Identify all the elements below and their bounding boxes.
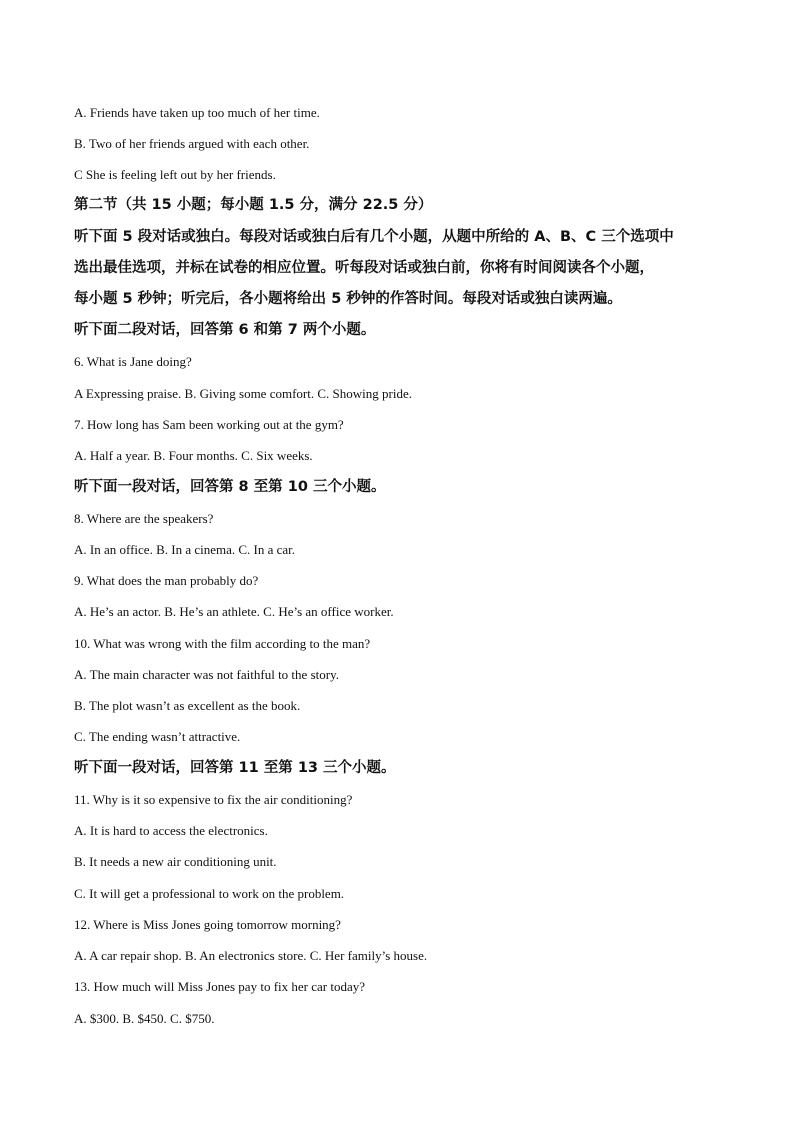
option-line: B. The plot wasn’t as excellent as the book. — [74, 698, 301, 713]
section-heading: 第二节（共 15 小题；每小题 1.5 分，满分 22.5 分） — [74, 197, 433, 213]
instructions-line: 选出最佳选项，并标在试卷的相应位置。听每段对话或独白前，你将有时间阅读各个小题， — [74, 260, 654, 276]
question-line: 6. What is Jane doing? — [74, 354, 192, 369]
dialogue-heading: 听下面一段对话，回答第 8 至第 10 三个小题。 — [74, 479, 386, 495]
question-line: 10. What was wrong with the film according to the man? — [74, 636, 371, 651]
question-line: 8. Where are the speakers? — [74, 511, 214, 526]
option-line: A. A car repair shop. B. An electronics store. C. Her family’s house. — [74, 948, 428, 963]
option-line: A. Half a year. B. Four months. C. Six weeks. — [74, 448, 313, 463]
option-line: A. The main character was not faithful to the story. — [74, 667, 339, 682]
option-line: A. Friends have taken up too much of her time. — [74, 105, 320, 120]
option-line: A Expressing praise. B. Giving some comfort. C. Showing pride. — [74, 386, 412, 401]
option-line: B. Two of her friends argued with each other. — [74, 136, 310, 151]
instructions-line: 听下面 5 段对话或独白。每段对话或独白后有几个小题，从题中所给的 A、B、C 三个选项中 — [74, 229, 674, 245]
option-line: A. It is hard to access the electronics. — [74, 823, 268, 838]
question-line: 13. How much will Miss Jones pay to fix her car today? — [74, 979, 366, 994]
instructions-line: 每小题 5 秒钟；听完后，各小题将给出 5 秒钟的作答时间。每段对话或独白读两遍。 — [74, 291, 622, 307]
option-line: A. $300. B. $450. C. $750. — [74, 1011, 215, 1026]
option-line: C. The ending wasn’t attractive. — [74, 729, 241, 744]
dialogue-heading: 听下面二段对话，回答第 6 和第 7 两个小题。 — [74, 322, 376, 338]
option-line: C She is feeling left out by her friends. — [74, 167, 276, 182]
question-line: 11. Why is it so expensive to fix the air conditioning? — [74, 792, 353, 807]
question-line: 9. What does the man probably do? — [74, 573, 259, 588]
dialogue-heading: 听下面一段对话，回答第 11 至第 13 三个小题。 — [74, 760, 396, 776]
option-line: B. It needs a new air conditioning unit. — [74, 854, 277, 869]
option-line: A. In an office. B. In a cinema. C. In a car. — [74, 542, 296, 557]
option-line: A. He’s an actor. B. He’s an athlete. C. He’s an office worker. — [74, 604, 394, 619]
option-line: C. It will get a professional to work on the problem. — [74, 886, 345, 901]
question-line: 12. Where is Miss Jones going tomorrow morning? — [74, 917, 341, 932]
question-line: 7. How long has Sam been working out at the gym? — [74, 417, 344, 432]
